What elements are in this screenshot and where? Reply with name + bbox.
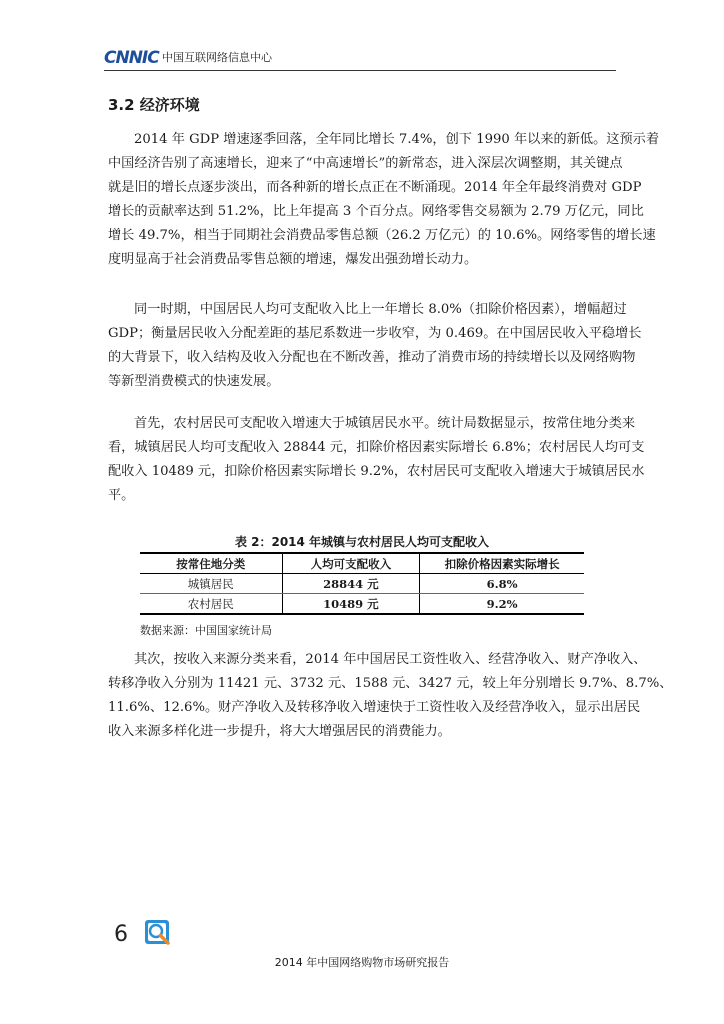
table-cell: 28844 元 [282, 574, 420, 594]
table-header-row [140, 553, 584, 574]
paragraph-line: 配收入 10489 元，扣除价格因素实际增长 9.2%，农村居民可支配收入增速大于城镇居民水 [108, 464, 645, 479]
paragraph-line: 2014 年 GDP 增速逐季回落，全年同比增长 7.4%，创下 1990 年以来的新低。这预示着 [134, 132, 660, 147]
paragraph-line: 看，城镇居民人均可支配收入 28844 元，扣除价格因素实际增长 6.8%；农村居民人均可支 [108, 440, 645, 455]
cnnic-logo [104, 47, 159, 68]
column-header: 按常住地分类 [140, 553, 282, 574]
paragraph-rural-urban [108, 412, 645, 508]
paragraph-line: 其次，按收入来源分类来看，2014 年中国居民工资性收入、经营净收入、财产净收入、 [134, 652, 647, 667]
paragraph-line: 度明显高于社会消费品零售总额的增速，爆发出强劲增长动力。 [108, 252, 478, 267]
paragraph-line: 等新型消费模式的快速发展。 [108, 374, 280, 389]
organization-name: 中国互联网络信息中心 [162, 51, 272, 64]
section-title: 3.2 经济环境 [108, 96, 200, 114]
table-cell: 城镇居民 [140, 574, 282, 594]
paragraph-line: 首先，农村居民可支配收入增速大于城镇居民水平。统计局数据显示，按常住地分类来 [134, 416, 636, 431]
paragraph-line: 就是旧的增长点逐步淡出，而各种新的增长点正在不断涌现。2014 年全年最终消费对 GDP [108, 180, 642, 195]
column-header: 人均可支配收入 [282, 553, 420, 574]
paragraph-income-sources [108, 648, 673, 744]
svg-text:CNNIC: CNNIC [104, 48, 159, 68]
table-row [140, 574, 584, 594]
paragraph-line: 的大背景下，收入结构及收入分配也在不断改善，推动了消费市场的持续增长以及网络购物 [108, 350, 636, 365]
paragraph-income [108, 298, 642, 394]
paragraph-line: 平。 [108, 488, 135, 503]
paragraph-line: 11.6%、12.6%。财产净收入及转移净收入增速快于工资性收入及经营净收入，显示出居民 [108, 700, 641, 715]
paragraph-line: 收入来源多样化进一步提升，将大大增强居民的消费能力。 [108, 724, 451, 739]
table-cell: 10489 元 [282, 594, 420, 615]
table-cell: 9.2% [420, 594, 584, 615]
table-source: 数据来源：中国国家统计局 [140, 624, 272, 637]
income-table [140, 552, 584, 615]
table-cell: 农村居民 [140, 594, 282, 615]
paragraph-line: 中国经济告别了高速增长，迎来了“中高速增长”的新常态，进入深层次调整期，其关键点 [108, 156, 623, 171]
magnifier-report-icon [143, 918, 173, 948]
paragraph-gdp [108, 128, 660, 272]
paragraph-line: 增长 49.7%，相当于同期社会消费品零售总额（26.2 万亿元）的 10.6%。网络零售的增长速 [108, 228, 656, 243]
page-number: 6 [114, 922, 128, 947]
footer-report-title: 2014 年中国网络购物市场研究报告 [274, 956, 450, 969]
page-header [104, 44, 616, 70]
table-cell: 6.8% [420, 574, 584, 594]
paragraph-line: 同一时期，中国居民人均可支配收入比上一年增长 8.0%（扣除价格因素），增幅超过 [134, 302, 627, 317]
paragraph-line: 转移净收入分别为 11421 元、3732 元、1588 元、3427 元，较上年分别增长 9.7%、8.7%、 [108, 676, 673, 691]
paragraph-line: 增长的贡献率达到 51.2%，比上年提高 3 个百分点。网络零售交易额为 2.79 万亿元，同比 [108, 204, 644, 219]
table-caption: 表 2：2014 年城镇与农村居民人均可支配收入 [234, 535, 490, 549]
table-row [140, 594, 584, 615]
paragraph-line: GDP；衡量居民收入分配差距的基尼系数进一步收窄，为 0.469。在中国居民收入平稳增长 [108, 326, 642, 341]
header-divider [104, 70, 616, 71]
column-header: 扣除价格因素实际增长 [420, 553, 584, 574]
